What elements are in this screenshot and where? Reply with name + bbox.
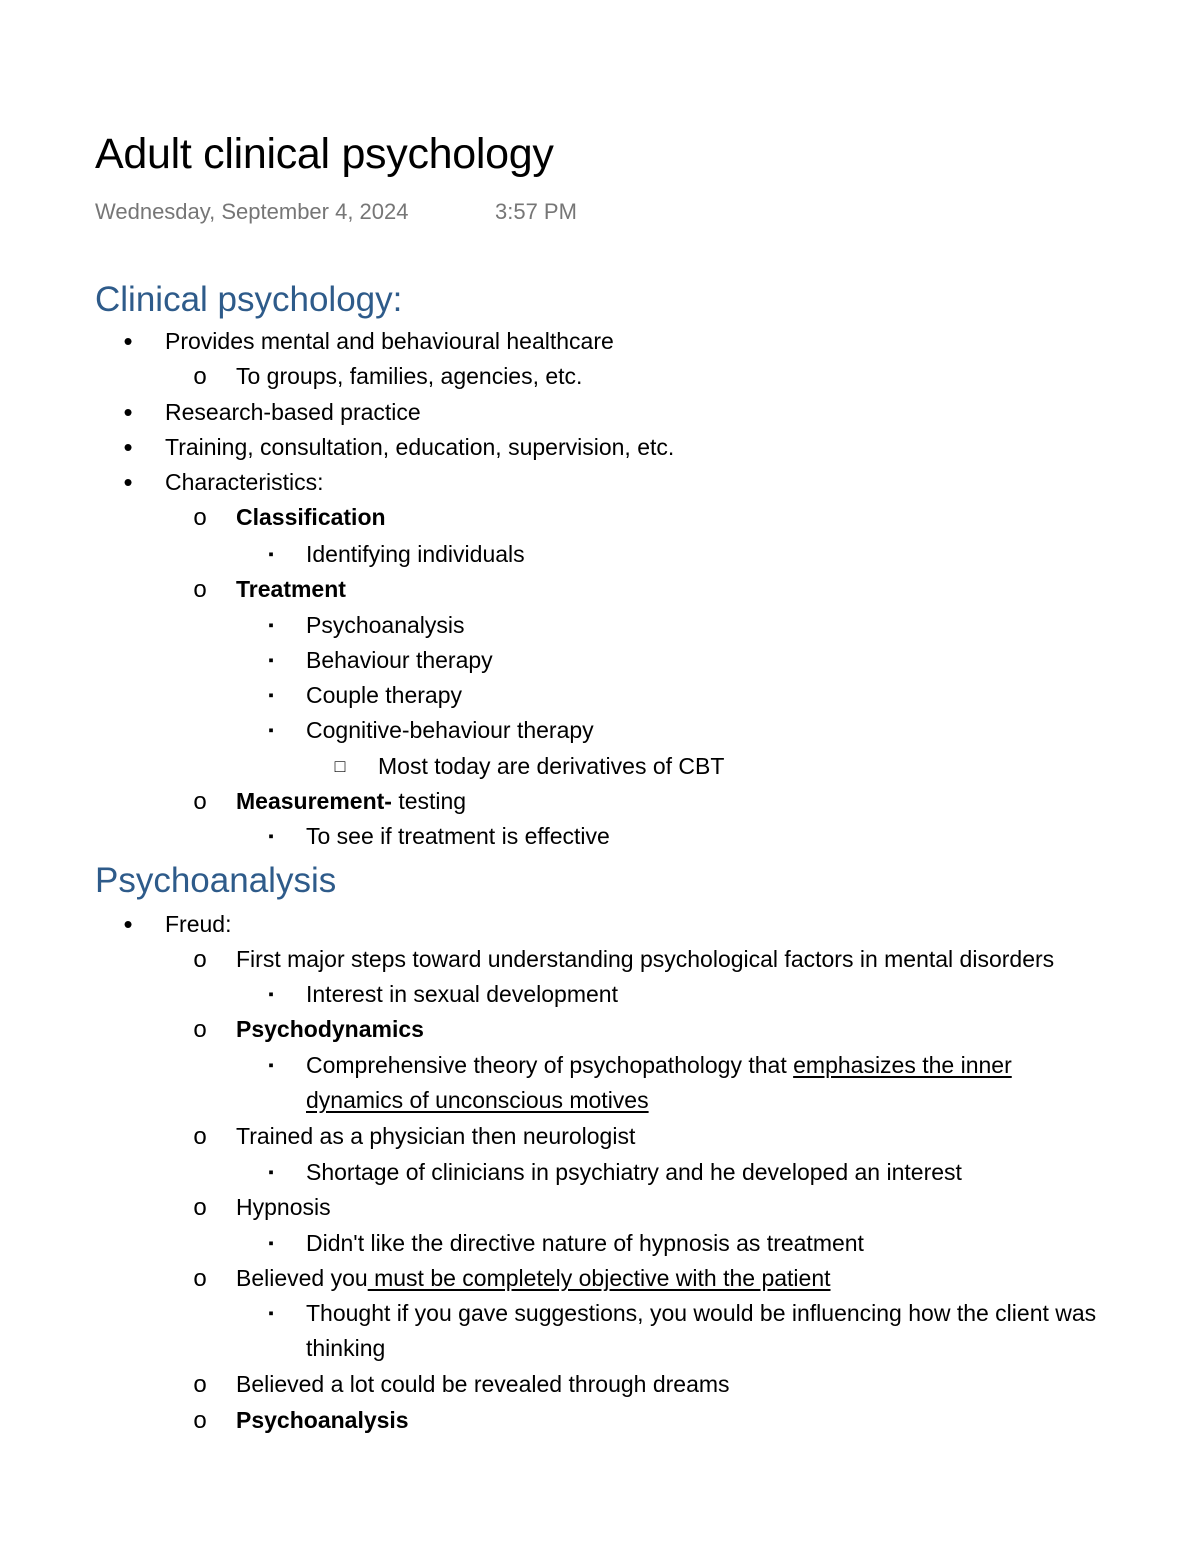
bullet-icon: •	[123, 467, 133, 497]
circle-bullet-icon: o	[193, 946, 207, 973]
list-item-text	[236, 1261, 831, 1296]
list-item-text: To groups, families, agencies, etc.	[236, 363, 583, 389]
circle-bullet-icon: o	[193, 788, 207, 815]
list-item-text: Trained as a physician then neurologist	[236, 1123, 636, 1149]
list-item-text: Shortage of clinicians in psychiatry and he developed an interest	[306, 1159, 962, 1185]
list-item-text: Treatment	[236, 576, 346, 602]
square-bullet-icon: ▪	[268, 652, 274, 669]
bullet-icon: •	[123, 397, 133, 427]
underlined-text: must be completely objective with the patient	[367, 1265, 831, 1291]
square-bullet-icon: ▪	[268, 1164, 274, 1181]
list-item-text: Research-based practice	[165, 399, 421, 425]
bullet-icon: •	[123, 326, 133, 356]
bullet-icon: •	[123, 432, 133, 462]
square-bullet-icon: ▪	[268, 1235, 274, 1252]
hollow-square-bullet-icon: □	[334, 756, 346, 776]
underlined-text: dynamics of unconscious motives	[306, 1087, 649, 1113]
list-item-text: Psychoanalysis	[236, 1407, 409, 1433]
list-item-text: thinking	[306, 1335, 386, 1361]
list-item-text: Hypnosis	[236, 1194, 331, 1220]
definition-text: Comprehensive theory of psychopathology that	[306, 1052, 794, 1078]
page-title: Adult clinical psychology	[95, 130, 554, 178]
section-heading-psychoanalysis: Psychoanalysis	[95, 861, 337, 900]
circle-bullet-icon: o	[193, 1016, 207, 1043]
square-bullet-icon: ▪	[268, 546, 274, 563]
list-item-text: Identifying individuals	[306, 541, 525, 567]
term-description: testing	[391, 788, 467, 814]
list-item-text: Cognitive-behaviour therapy	[306, 717, 594, 743]
list-item-text	[306, 1048, 1012, 1083]
underlined-text: emphasizes the inner	[793, 1052, 1012, 1078]
list-item-text: Most today are derivatives of CBT	[378, 753, 725, 779]
list-item-text: Psychodynamics	[236, 1016, 424, 1042]
term-label: Measurement-	[236, 788, 392, 814]
square-bullet-icon: ▪	[268, 722, 274, 739]
list-item-text: Didn't like the directive nature of hypnosis as treatment	[306, 1230, 864, 1256]
square-bullet-icon: ▪	[268, 687, 274, 704]
plain-text: Believed you	[236, 1265, 368, 1291]
list-item-text: Provides mental and behavioural healthcare	[165, 328, 614, 354]
bullet-icon: •	[123, 909, 133, 939]
list-item-text: To see if treatment is effective	[306, 823, 610, 849]
list-item-text: Behaviour therapy	[306, 647, 493, 673]
square-bullet-icon: ▪	[268, 617, 274, 634]
circle-bullet-icon: o	[193, 576, 207, 603]
list-item-text: Psychoanalysis	[306, 612, 465, 638]
square-bullet-icon: ▪	[268, 1057, 274, 1074]
circle-bullet-icon: o	[193, 1407, 207, 1434]
square-bullet-icon: ▪	[268, 986, 274, 1003]
list-item-text: Thought if you gave suggestions, you would be influencing how the client was	[306, 1300, 1097, 1326]
circle-bullet-icon: o	[193, 504, 207, 531]
list-item-text: Believed a lot could be revealed through dreams	[236, 1371, 730, 1397]
circle-bullet-icon: o	[193, 1265, 207, 1292]
circle-bullet-icon: o	[193, 1194, 207, 1221]
square-bullet-icon: ▪	[268, 1305, 274, 1322]
list-item-text: Characteristics:	[165, 469, 324, 495]
list-item-text	[236, 784, 466, 819]
circle-bullet-icon: o	[193, 1371, 207, 1398]
note-time: 3:57 PM	[495, 199, 577, 224]
circle-bullet-icon: o	[193, 1123, 207, 1150]
list-item-text: Freud:	[165, 911, 232, 937]
note-date: Wednesday, September 4, 2024	[95, 199, 409, 224]
list-item-text: Couple therapy	[306, 682, 462, 708]
list-item-text: First major steps toward understanding psychological factors in mental disorders	[236, 946, 1055, 972]
section-heading-clinical-psychology: Clinical psychology:	[95, 280, 403, 319]
list-item-text: Classification	[236, 504, 386, 530]
list-item-text: Training, consultation, education, supervision, etc.	[165, 434, 675, 460]
circle-bullet-icon: o	[193, 363, 207, 390]
list-item-text: Interest in sexual development	[306, 981, 618, 1007]
square-bullet-icon: ▪	[268, 828, 274, 845]
